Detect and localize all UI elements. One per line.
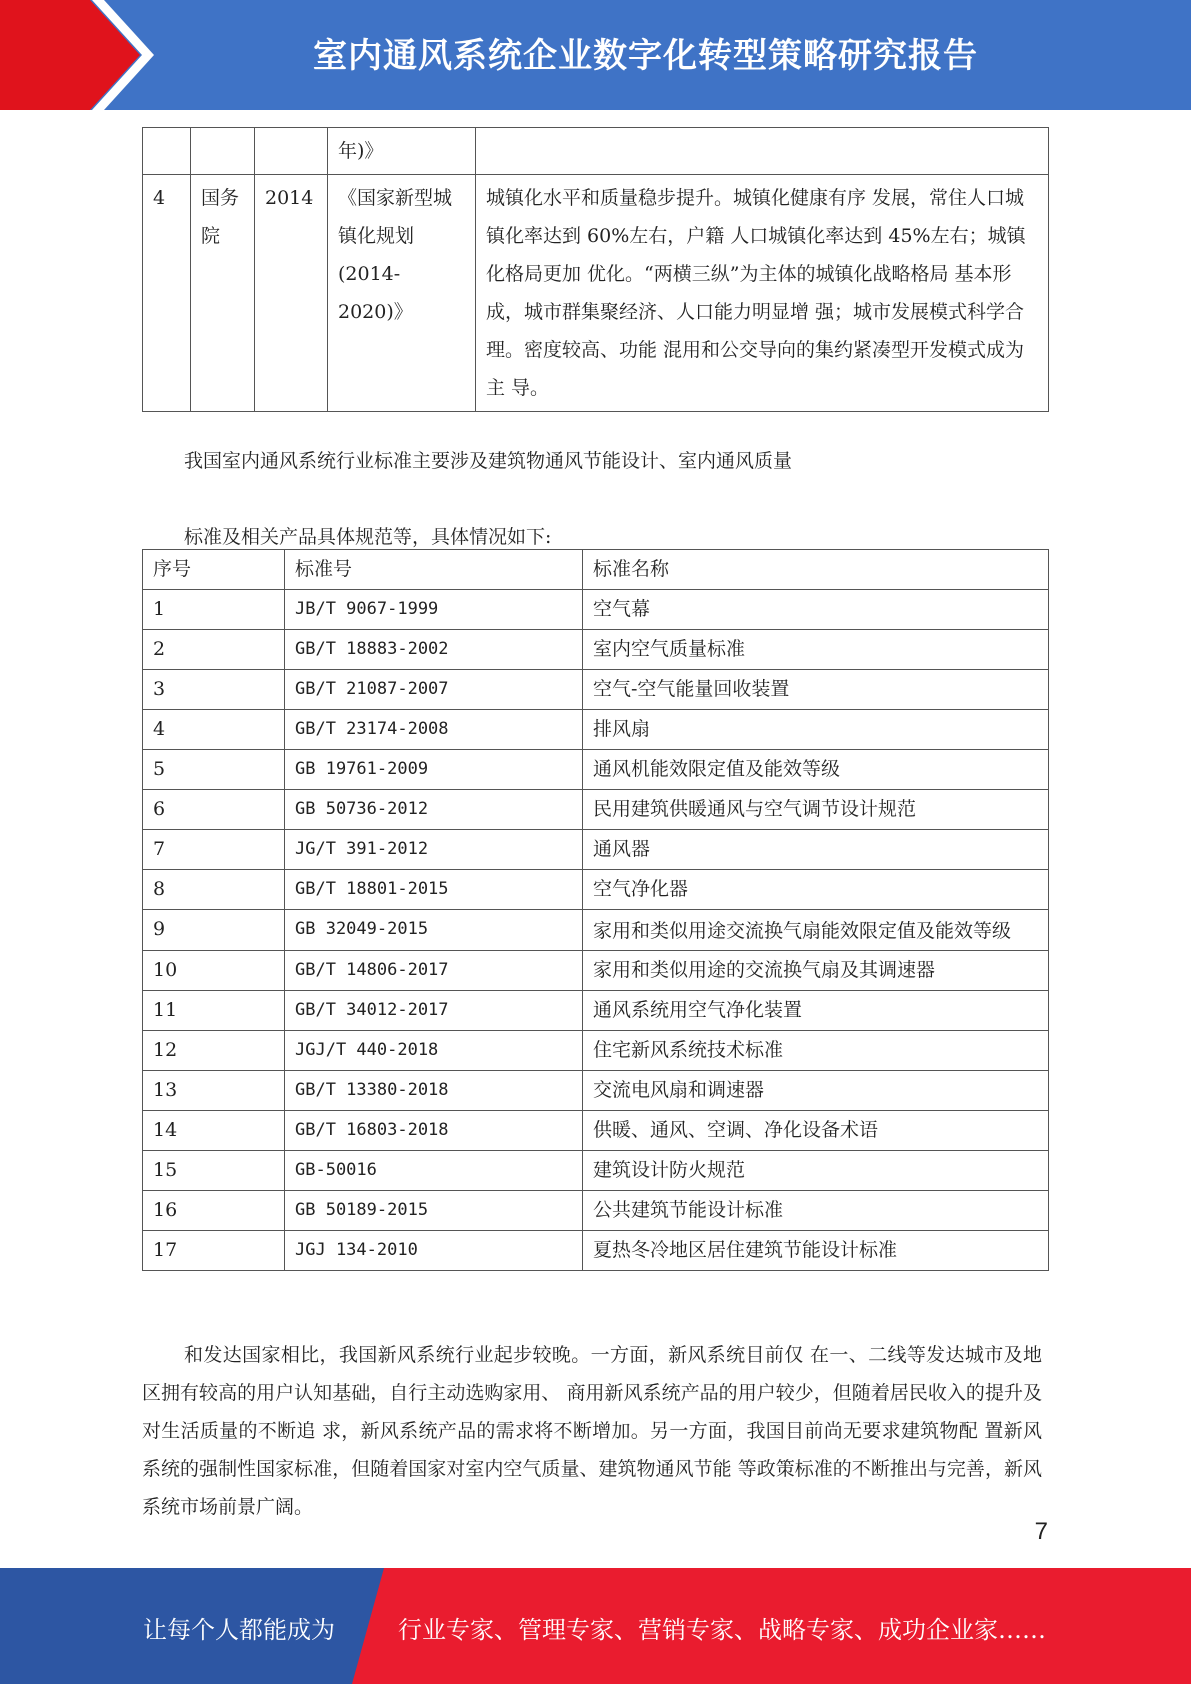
- standard-no-cell: 17: [143, 1231, 285, 1271]
- policy-content-cell: [476, 128, 1049, 175]
- table-row: [143, 1111, 1049, 1151]
- standard-name-cell: 通风机能效限定值及能效等级: [583, 750, 1049, 790]
- standard-no-cell: 6: [143, 790, 285, 830]
- standard-no-cell: 9: [143, 910, 285, 951]
- standard-code-cell: GB/T 23174-2008: [285, 710, 583, 750]
- standard-code-cell: GB/T 16803-2018: [285, 1111, 583, 1151]
- standard-code-cell: GB 50736-2012: [285, 790, 583, 830]
- policy-document-cell: 年)》: [328, 128, 476, 175]
- policy-document-cell: 《国家新型城镇化规划(2014-2020)》: [328, 175, 476, 412]
- standard-name-cell: 空气幕: [583, 590, 1049, 630]
- column-header-name: 标准名称: [583, 550, 1049, 590]
- standard-no-cell: 3: [143, 670, 285, 710]
- intro-paragraph-line-1: 我国室内通风系统行业标准主要涉及建筑物通风节能设计、室内通风质量: [184, 450, 793, 472]
- standard-name-cell: 供暖、通风、空调、净化设备术语: [583, 1111, 1049, 1151]
- table-row: [143, 128, 1049, 175]
- table-row: [143, 590, 1049, 630]
- footer-slogan-right: 行业专家、管理专家、营销专家、战略专家、成功企业家……: [398, 1616, 1046, 1644]
- standard-name-cell: 夏热冬冷地区居住建筑节能设计标准: [583, 1231, 1049, 1271]
- standard-code-cell: GB/T 18801-2015: [285, 870, 583, 910]
- standard-name-cell: 家用和类似用途交流换气扇能效限定值及能效等级: [583, 910, 1049, 951]
- intro-paragraph-line-2: 标准及相关产品具体规范等，具体情况如下:: [184, 526, 552, 548]
- standard-code-cell: GB/T 18883-2002: [285, 630, 583, 670]
- page-footer: [0, 1568, 1191, 1684]
- table-row: [143, 910, 1049, 951]
- table-row: [143, 870, 1049, 910]
- table-row: [143, 790, 1049, 830]
- policy-year-cell: 2014: [255, 175, 328, 412]
- standard-name-cell: 住宅新风系统技术标准: [583, 1031, 1049, 1071]
- standard-no-cell: 4: [143, 710, 285, 750]
- standard-name-cell: 公共建筑节能设计标准: [583, 1191, 1049, 1231]
- standard-no-cell: 7: [143, 830, 285, 870]
- standard-name-cell: 交流电风扇和调速器: [583, 1071, 1049, 1111]
- standards-table: [142, 549, 1049, 1271]
- standard-code-cell: GB 19761-2009: [285, 750, 583, 790]
- policy-no-cell: 4: [143, 175, 191, 412]
- table-row: [143, 951, 1049, 991]
- standard-code-cell: JGJ 134-2010: [285, 1231, 583, 1271]
- standard-code-cell: JG/T 391-2012: [285, 830, 583, 870]
- policy-year-cell: [255, 128, 328, 175]
- standard-code-cell: JB/T 9067-1999: [285, 590, 583, 630]
- standard-no-cell: 11: [143, 991, 285, 1031]
- table-row: [143, 1231, 1049, 1271]
- standard-code-cell: GB/T 14806-2017: [285, 951, 583, 991]
- standard-no-cell: 5: [143, 750, 285, 790]
- table-header-row: [143, 550, 1049, 590]
- standard-no-cell: 1: [143, 590, 285, 630]
- standard-no-cell: 16: [143, 1191, 285, 1231]
- standard-name-cell: 排风扇: [583, 710, 1049, 750]
- table-row: [143, 175, 1049, 412]
- standard-name-cell: 空气净化器: [583, 870, 1049, 910]
- policy-no-cell: [143, 128, 191, 175]
- footer-slogan-left: 让每个人都能成为: [143, 1616, 335, 1644]
- table-row: [143, 1031, 1049, 1071]
- table-row: [143, 750, 1049, 790]
- standard-no-cell: 14: [143, 1111, 285, 1151]
- standard-no-cell: 13: [143, 1071, 285, 1111]
- column-header-code: 标准号: [285, 550, 583, 590]
- standard-no-cell: 15: [143, 1151, 285, 1191]
- page-header: [0, 0, 1191, 110]
- standard-no-cell: 12: [143, 1031, 285, 1071]
- policy-agency-cell: 国务院: [191, 175, 255, 412]
- standard-code-cell: GB 50189-2015: [285, 1191, 583, 1231]
- report-title: 室内通风系统企业数字化转型策略研究报告: [313, 36, 978, 76]
- column-header-no: 序号: [143, 550, 285, 590]
- standard-name-cell: 通风系统用空气净化装置: [583, 991, 1049, 1031]
- standard-no-cell: 2: [143, 630, 285, 670]
- table-row: [143, 1071, 1049, 1111]
- standard-code-cell: GB-50016: [285, 1151, 583, 1191]
- table-row: [143, 630, 1049, 670]
- table-row: [143, 991, 1049, 1031]
- table-row: [143, 1191, 1049, 1231]
- standard-code-cell: GB/T 21087-2007: [285, 670, 583, 710]
- standard-code-cell: JGJ/T 440-2018: [285, 1031, 583, 1071]
- standard-name-cell: 通风器: [583, 830, 1049, 870]
- policy-content-cell: 城镇化水平和质量稳步提升。城镇化健康有序 发展，常住人口城镇化率达到 60%左右，户籍 人口城镇化率达到 45%左右；城镇化格局更加 优化。“两横三纵”为主体的城镇化战略格局 基本形成，城市群集聚经济、人口能力明显增 强；城市发展模式科学合理。密度较高、功能 混用和公交导向的集约紧凑型开发模式成为主 导。: [476, 175, 1049, 412]
- standard-name-cell: 室内空气质量标准: [583, 630, 1049, 670]
- policy-table: [142, 127, 1049, 412]
- table-row: [143, 710, 1049, 750]
- standard-name-cell: 建筑设计防火规范: [583, 1151, 1049, 1191]
- policy-agency-cell: [191, 128, 255, 175]
- standard-code-cell: GB/T 13380-2018: [285, 1071, 583, 1111]
- table-row: [143, 670, 1049, 710]
- table-row: [143, 1151, 1049, 1191]
- standard-code-cell: GB/T 34012-2017: [285, 991, 583, 1031]
- standard-no-cell: 8: [143, 870, 285, 910]
- page-number: 7: [1034, 1518, 1048, 1545]
- standard-name-cell: 空气-空气能量回收装置: [583, 670, 1049, 710]
- standard-name-cell: 家用和类似用途的交流换气扇及其调速器: [583, 951, 1049, 991]
- closing-paragraph: 和发达国家相比，我国新风系统行业起步较晚。一方面，新风系统目前仅 在一、二线等发达城市及地区拥有较高的用户认知基础，自行主动选购家用、 商用新风系统产品的用户较少，但随着居民收入的提升及对生活质量的不断追 求，新风系统产品的需求将不断增加。另一方面，我国目前尚无要求建筑物配 置新风系统的强制性国家标准，但随着国家对室内空气质量、建筑物通风节能 等政策标准的不断推出与完善，新风系统市场前景广阔。: [142, 1344, 1042, 1518]
- standard-no-cell: 10: [143, 951, 285, 991]
- standard-name-cell: 民用建筑供暖通风与空气调节设计规范: [583, 790, 1049, 830]
- standard-code-cell: GB 32049-2015: [285, 910, 583, 951]
- table-row: [143, 830, 1049, 870]
